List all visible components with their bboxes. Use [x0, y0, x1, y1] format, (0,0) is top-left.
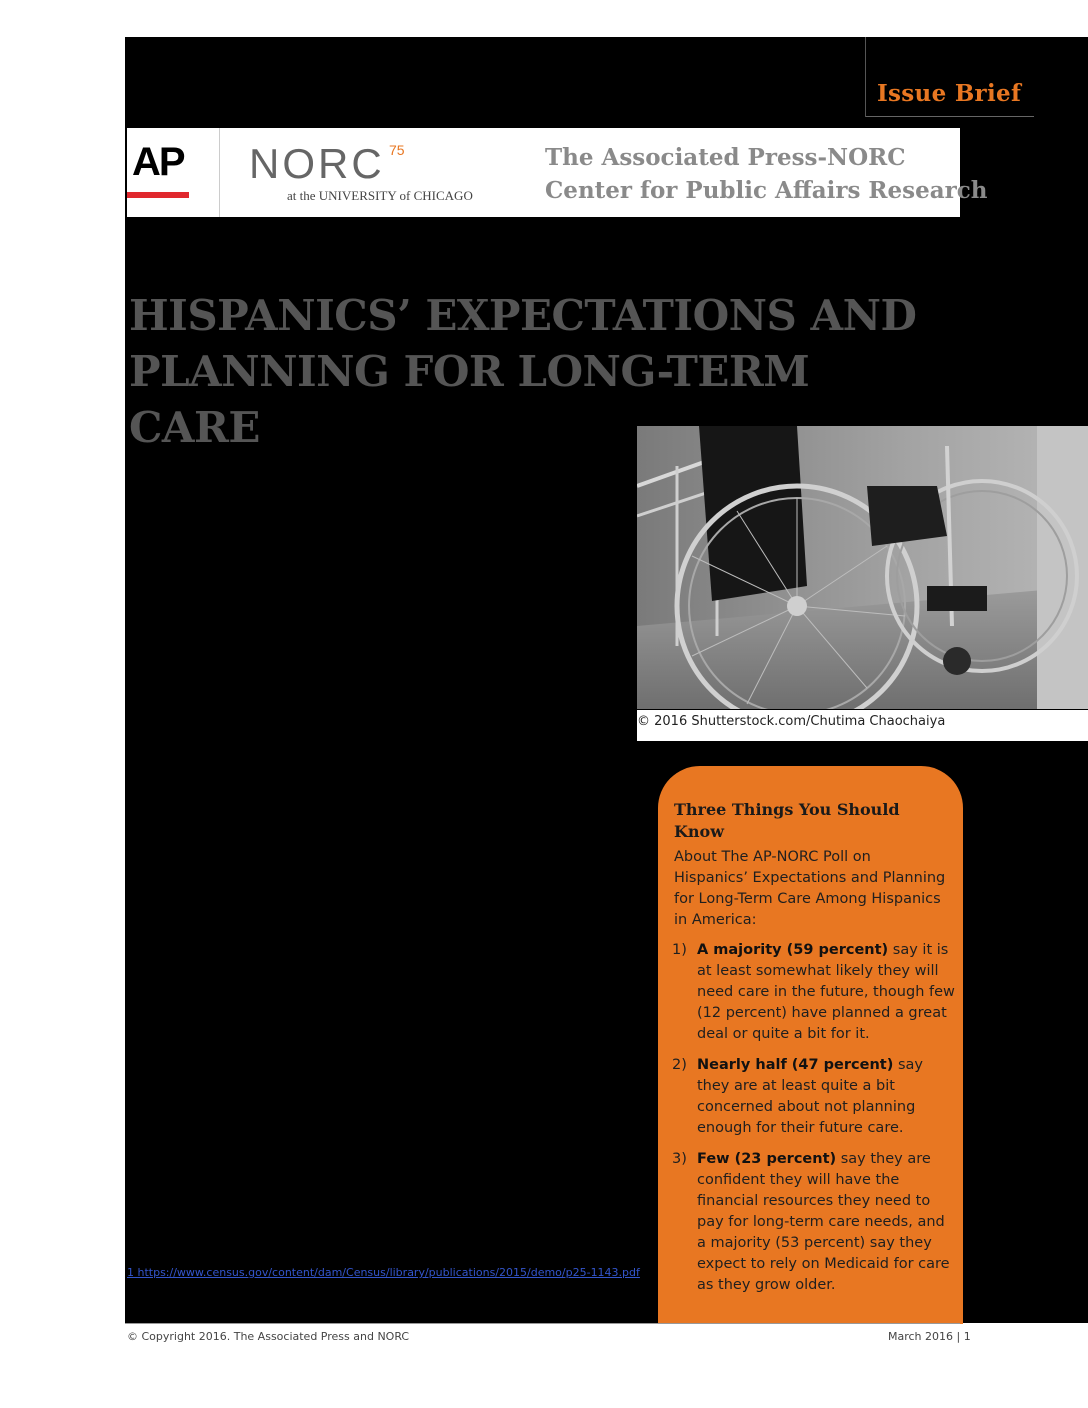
- callout-item-bold: Few (23 percent): [697, 1151, 837, 1167]
- center-name-line-2: Center for Public Affairs Research: [545, 177, 988, 204]
- footer-date-page: March 2016 | 1: [888, 1330, 971, 1343]
- callout-intro: About The AP-NORC Poll on Hispanics’ Expectations and Planning for Long-Term Care Among Hispanics in America:: [674, 849, 946, 928]
- issue-brief-label: Issue Brief: [877, 80, 1022, 107]
- center-name-line-1: The Associated Press-NORC: [545, 144, 906, 171]
- callout-item: [672, 1055, 957, 1139]
- callout-item-text: say they are at least quite a bit concerned about not planning enough for their future care.: [697, 1057, 923, 1136]
- callout-title: Three Things You Should Know: [674, 800, 900, 841]
- norc-anniversary-mark: 75: [389, 142, 405, 158]
- ap-logo-underline: [127, 192, 189, 198]
- callout-item-number: 2): [672, 1057, 687, 1073]
- photo-caption: © 2016 Shutterstock.com/Chutima Chaochaiya: [637, 714, 946, 729]
- callout-list: [672, 940, 957, 1306]
- callout-item-text: say it is at least somewhat likely they will need care in the future, though few (12 percent) have planned a great deal or quite a bit for it.: [697, 942, 955, 1042]
- callout-item: [672, 940, 957, 1045]
- wheelchair-image: [637, 426, 1088, 709]
- page-title-line-2: PLANNING FOR LONG-TERM CARE: [129, 347, 810, 452]
- header-divider: [865, 37, 866, 117]
- callout-item-text: say they are confident they will have the financial resources they need to pay for long-term care needs, and a majority (53 percent) say they expect to rely on Medicaid for care as they grow older.: [697, 1151, 950, 1293]
- norc-logo: NORC: [249, 140, 385, 187]
- callout-item-number: 1): [672, 942, 687, 958]
- logo-separator: [219, 128, 220, 217]
- header-underline: [866, 116, 1034, 117]
- logo-banner: [127, 128, 988, 217]
- footer-rule: [125, 1323, 960, 1324]
- page-title-line-1: HISPANICS’ EXPECTATIONS AND: [129, 291, 917, 340]
- ap-logo: AP: [132, 140, 184, 184]
- callout-item: [672, 1149, 957, 1296]
- center-name: [545, 141, 988, 207]
- census-footnote-link[interactable]: 1 https://www.census.gov/content/dam/Census/library/publications/2015/demo/p25-1143.pdf: [127, 1266, 640, 1279]
- footer-copyright: © Copyright 2016. The Associated Press and NORC: [127, 1330, 410, 1343]
- norc-university-tagline: at the UNIVERSITY of CHICAGO: [287, 188, 473, 203]
- callout-item-bold: A majority (59 percent): [697, 942, 889, 958]
- callout-item-number: 3): [672, 1151, 687, 1167]
- callout-item-bold: Nearly half (47 percent): [697, 1057, 894, 1073]
- three-things-callout: [658, 766, 963, 1324]
- wheelchair-photo: [637, 426, 1088, 709]
